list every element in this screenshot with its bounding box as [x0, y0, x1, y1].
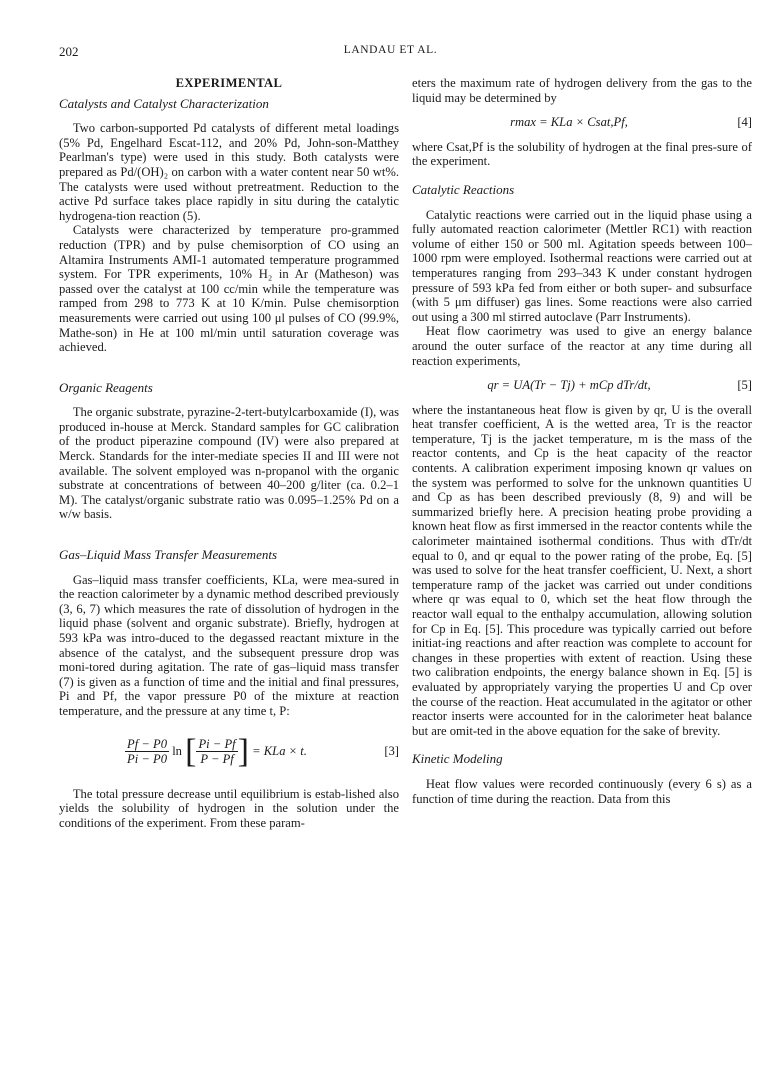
paragraph-catalysts-2: Catalysts were characterized by temperature pro-grammed reduction (TPR) and by pulse chemisorption of CO using an Altamira Instruments AMI-1 automated temperature programmed system. For TPR experiments, 10% H₂ in Ar (Matheson) was passed over the catalyst at 100 cc/min while the temperature was ramped from 298 to 773 K at 10 K/min. Pulse chemisorption measurements were carried out using 100 μl pulses of CO (99.9%, Mathe-son) in He at 100 ml/min until saturation coverage was achieved.	[59, 223, 399, 355]
eq3-bracket: [ $\frac{Pi - Pf}{P - Pf}$ ]	[185, 732, 249, 770]
running-title: LANDAU ET AL.	[343, 44, 438, 56]
paragraph-mass-transfer: Gas–liquid mass transfer coefficients, KLa, were mea-sured in the reaction calorimeter by a dynamic method described previously (3, 6, 7) which measures the rate of dissolution of hydrogen in the liquid phase (solvent and organic substrate). Briefly, hydrogen at 593 kPa was intro-duced to the degassed reactant mixture in the absence of the catalyst, and the subsequent pressure drop was moni-tored during agitation. The rate of gas–liquid mass transfer (7) is given as a function of time and the initial and final pressures, Pi and Pf, the vapor pressure P0 of the mixture at reaction temperature, and the pressure at any time t, P:	[59, 572, 399, 718]
paragraph-total-pressure: The total pressure decrease until equilibrium is estab-lished also yields the solubility of hydrogen in the solution under the conditions of the experiment. From these param-	[59, 786, 399, 830]
paragraph-solubility: where Csat,Pf is the solubility of hydrogen at the final pres-sure of the experiment.	[412, 139, 752, 169]
paragraph-max-rate: eters the maximum rate of hydrogen delivery from the gas to the liquid may be determined by	[412, 76, 752, 105]
equation-4	[412, 115, 752, 130]
subsection-mass-transfer: Gas–Liquid Mass Transfer Measurements	[59, 547, 278, 563]
subsection-catalysts: Catalysts and Catalyst Characterization	[59, 95, 269, 111]
paragraph-kinetic-modeling: Heat flow values were recorded continuously (every 6 s) as a function of time during the reaction. Data from this	[412, 776, 752, 806]
equation-number-3: [3]	[384, 744, 399, 759]
subsection-catalytic-reactions: Catalytic Reactions	[412, 181, 515, 197]
equation-3	[59, 732, 399, 770]
eq3-ln: ln	[172, 743, 182, 758]
paragraph-heat-flow-explanation: where the instantaneous heat flow is given by qr, U is the overall heat transfer coefficient, A is the wetted area, Tr is the reactor temperature, Tj is the jacket temperature, m is the mass of the reactor contents, and Cp is the heat capacity of the reactor contents. A calibration experiment imposing known qr values on the system was performed to solve for the unknown quantities U and Cp as has been described previously (8, 9) and will be summarized briefly here. A precision heating probe providing a known heat flow as first immersed in the reactor contents while the calorimeter maintained isothermal conditions. Thus with dTr/dt equal to 0, and qr equal to the power rating of the probe, Eq. [5] was used to solve for the heat transfer coefficient, U. Next, a short temperature ramp of the jacket was carried out under conditions where qr was equal to 0, which set the heat flow through the reactor wall equal to the enthalpy accumulation, allowing solution for Cp in Eq. [5]. This procedure was typically carried out before initiat-ing reactions and after reaction was complete to account for changes in these properties with extent of reaction. Using these two calibration endpoints, the energy balance shown in Eq. [5] is evaluated by appropriately varying the properties U and Cp over the course of the reaction. Heat accumulated in the agitator or other reactor inserts were accounted for in the calorimeter heat balance but are omit-ted in the above equation for the sake of brevity.	[412, 402, 752, 738]
paragraph-catalysts-1: Two carbon-supported Pd catalysts of different metal loadings (5% Pd, Engelhard Escat-112, and 20% Pd, John-son-Matthey Pearlman's type) were used in this study. Both catalysts were prepared as Pd/(OH)₂ on carbon with a water content near 50 wt%. The catalysts were used without pretreatment. Reduction to the active Pd surface takes place rapidly in situ during the catalytic hydrogena-tion reaction (5).	[59, 121, 399, 223]
eq5-body: qr = UA(Tr − Tj) + mCp dTr/dt,	[487, 378, 651, 393]
equation-number-4: [4]	[737, 115, 752, 130]
eq3-rhs: = KLa × t.	[252, 743, 307, 758]
subsection-kinetic-modeling: Kinetic Modeling	[412, 751, 503, 767]
paragraph-heat-flow: Heat flow caorimetry was used to give an energy balance around the outer surface of the reactor at any time during all reaction experiments,	[412, 324, 752, 368]
subsection-organic-reagents: Organic Reagents	[59, 379, 153, 395]
page-number: 202	[59, 44, 79, 59]
right-column	[412, 76, 752, 806]
left-column	[59, 76, 399, 831]
eq3-fraction-1: $\frac{Pf - P0}{Pi - P0}$	[127, 736, 168, 767]
equation-number-5: [5]	[737, 378, 752, 393]
equation-5	[412, 378, 752, 393]
paragraph-organic-reagents: The organic substrate, pyrazine-2-tert-butylcarboxamide (I), was produced in-house at Merck. Standard samples for GC calibration of the product piperazine compound (IV) were also prepared at Merck. Standards for the inter-mediate species II and III were not available. The solvent employed was n-propanol with the organic substrate at concentrations of between 40–200 g/liter (ca. 0.2–1 M). The catalyst/organic substrate ratio was 0.095–1.25% Pd on a w/w basis.	[59, 405, 399, 522]
eq4-body: rmax = KLa × Csat,Pf,	[510, 115, 628, 130]
paragraph-catalytic-reactions: Catalytic reactions were carried out in the liquid phase using a fully automated reaction calorimeter (Mettler RC1) with reaction volume of either 150 or 500 ml. Agitation speeds between 100–1000 rpm were employed. Isothermal reactions were carried out at temperatures ranging from 293–343 K under constant hydrogen pressure of 593 kPa fed from either or both super- and subsurface (with 5 μm diffuser) gas lines. Some reactions were also carried out using a 300 ml stirred autoclave (Parr Instruments).	[412, 207, 752, 324]
section-title: EXPERIMENTAL	[175, 76, 283, 90]
